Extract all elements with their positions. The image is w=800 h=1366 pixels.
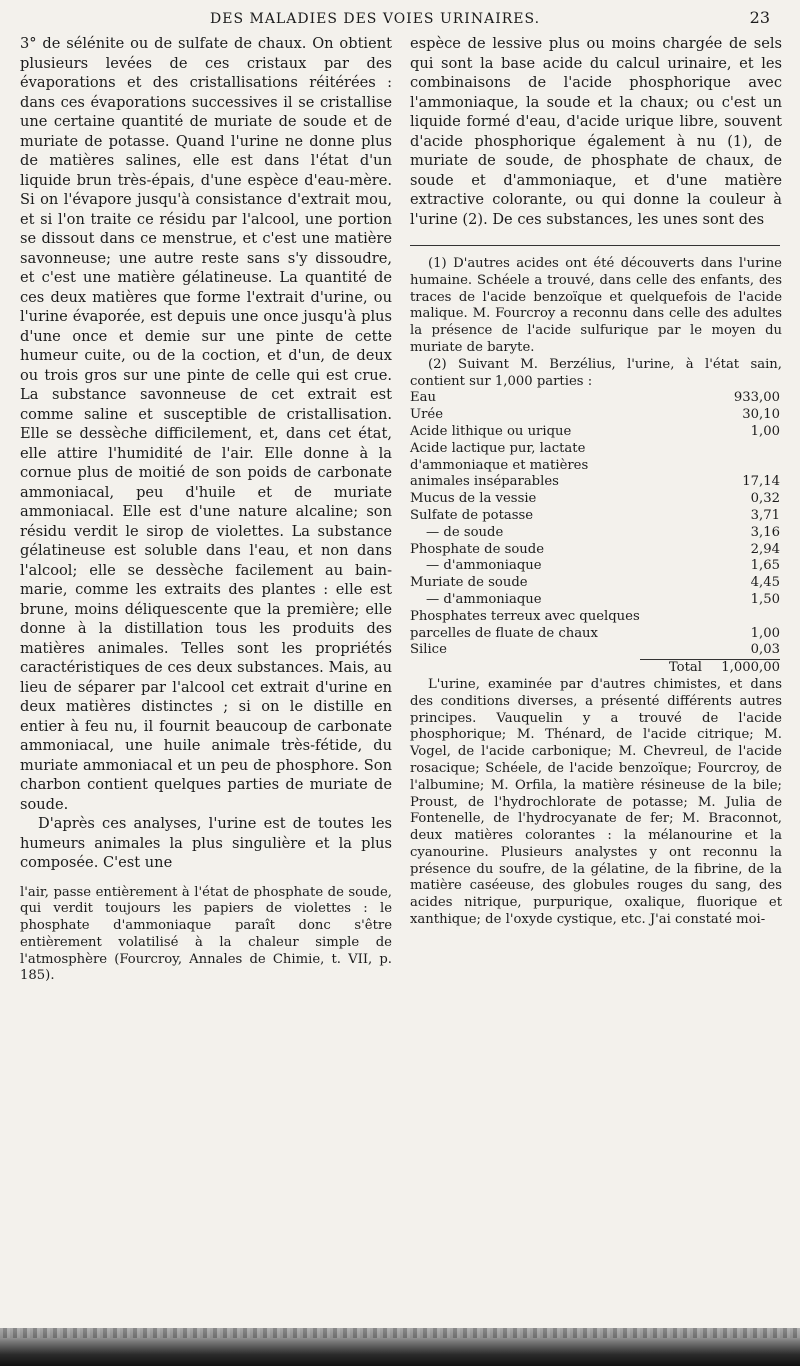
- footnote-1: (1) D'autres acides ont été découverts dans l'urine humaine. Schéele a trouvé, dans celle des enfants, des traces de l'acide benzoïque et quelquefois de l'acide malique. M. Fourcroy a reconnu dans celle des adultes la présence de l'acide sulfurique par le moyen du muriate de baryte.: [410, 256, 782, 355]
- table-row: [410, 558, 780, 575]
- scan-bottom-edge: [0, 1328, 800, 1366]
- row-value: 17,14: [742, 474, 780, 490]
- paragraph: D'après ces analyses, l'urine est de toutes les humeurs animales la plus singulière et la plus composée. C'est une: [20, 815, 392, 871]
- running-title: DES MALADIES DES VOIES URINAIRES.: [210, 11, 541, 27]
- row-value: 0,03: [750, 642, 780, 658]
- footnote-2-continuation: L'urine, examinée par d'autres chimistes, et dans des conditions diverses, a présenté différents autres principes. Vauquelin y a trouvé de l'acide phosphorique; M. Thénard, de l'acide citrique; M. Vogel, de l'acide carbonique; M. Chevreul, de l'acide rosacique; Schéele, de l'acide benzoïque; Fourcroy, de l'albumine; M. Orfila, la matière résineuse de la bile; Proust, de l'hydrochlorate de potasse; M. Julia de Fontenelle, de l'hydrocyanate de fer; M. Braconnot, deux matières colorantes : la mélanourine et la cyanourine. Plusieurs analystes y ont reconnu la présence du soufre, de la gélatine, de la fibrine, de la matière caséeuse, des globules rouges du sang, des acides nitrique, purpurique, oxalique, fluorique et xanthique; de l'oxyde cystique, etc. J'ai constaté moi-: [410, 676, 782, 928]
- row-label: Sulfate de potasse: [410, 507, 534, 523]
- table-row: [410, 390, 780, 407]
- right-column: [410, 34, 782, 929]
- total-line: [640, 660, 780, 677]
- total-row: [410, 659, 780, 677]
- row-value: 1,00: [750, 625, 780, 641]
- table-row: [410, 508, 780, 525]
- row-value: 3,71: [750, 507, 780, 523]
- footnotes: [410, 256, 782, 390]
- row-label: Silice: [410, 642, 447, 658]
- row-value: 30,10: [742, 407, 780, 423]
- table-row: [410, 575, 780, 592]
- table-row: [410, 424, 780, 441]
- table-row: [410, 609, 780, 643]
- row-label: — de soude: [426, 524, 504, 540]
- paragraph: 3° de sélénite ou de sulfate de chaux. On obtient plusieurs levées de ces cristaux par des évaporations et des cristallisations réitérées : dans ces évaporations successives il se cristallise une certaine quantité de muriate de soude et de muriate de potasse. Quand l'urine ne donne plus de matières salines, elle est dans l'état d'un liquide brun très-épais, d'une espèce d'eau-mère. Si on l'évapore jusqu'à consistance d'extrait mou, et si l'on traite ce résidu par l'alcool, une portion se dissout dans ce menstrue, et c'est une matière savonneuse; une autre reste sans s'y dissoudre, et c'est une matière gélatineuse. La quantité de ces deux matières que forme l'extrait d'urine, ou l'urine évaporée, est depuis une once jusqu'à plus d'une once et demie sur une pinte de cette humeur cuite, ou de la coction, et d'un, de deux ou trois gros sur une pinte de celle qui est crue. La substance savonneuse de cet extrait est comme saline et susceptible de cristallisation. Elle se dessèche difficilement, et, dans cet état, elle attire l'humidité de l'air. Elle donne à la cornue plus de moitié de son poids de carbonate ammoniacal, peu d'huile et de muriate ammoniacal. Elle est d'une nature alcaline; son résidu verdit le sirop de violettes. La substance gélatineuse est soluble dans l'eau, et non dans l'alcool; elle se dessèche facilement au bain-marie, comme les extraits des plantes : elle est brune, moins déliquescente que la première; elle donne à la distillation tous les produits des matières animales. Telles sont les propriétés caractéristiques de ces deux substances. Mais, au lieu de séparer par l'alcool cet extrait d'urine en deux matières distinctes ; si on le distille en entier à feu nu, il fournit beaucoup de carbonate ammoniacal, une huile animale très-fétide, du muriate ammoniacal et un peu de phosphore. Son charbon contient quelques parties de muriate de soude.: [20, 35, 392, 813]
- table-row: [410, 407, 780, 424]
- row-label: Muriate de soude: [410, 575, 528, 591]
- total-rule: [640, 659, 780, 677]
- row-label: — d'ammoniaque: [426, 558, 542, 574]
- row-value: 2,94: [750, 541, 780, 557]
- left-body-text: [20, 34, 392, 873]
- left-column: [20, 34, 392, 985]
- footnote-continuation: [20, 885, 392, 986]
- row-label: Eau: [410, 390, 436, 406]
- paragraph: espèce de lessive plus ou moins chargée de sels qui sont la base acide du calcul urinaire, et les combinaisons de l'acide phosphorique avec l'ammoniaque, la soude et la chaux; ou c'est un liquide formé d'eau, d'acide urique libre, souvent d'acide phosphorique également à nu (1), de muriate de soude, de phosphate de chaux, de soude et d'ammoniaque, et d'une matière extractive colorante, ou qui donne la couleur à l'urine (2). De ces substances, les unes sont des: [410, 35, 782, 228]
- row-value: 1,50: [750, 591, 780, 607]
- table-row: [410, 441, 780, 491]
- table-row: [410, 642, 780, 659]
- row-value: 0,32: [750, 491, 780, 507]
- total-label: Total: [668, 660, 702, 676]
- row-label: Acide lithique ou urique: [410, 423, 572, 439]
- page-number: 23: [749, 8, 770, 27]
- row-label: Phosphate de soude: [410, 541, 545, 557]
- footnote-2-intro: (2) Suivant M. Berzélius, l'urine, à l'état sain, contient sur 1,000 parties :: [410, 356, 782, 389]
- table-row: [410, 491, 780, 508]
- row-label: — d'ammoniaque: [426, 591, 542, 607]
- row-label: Phosphates terreux avec quelques parcelles de fluate de chaux: [410, 608, 640, 641]
- footnote-text: l'air, passe entièrement à l'état de phosphate de soude, qui verdit toujours les papiers de violettes : le phosphate d'ammoniaque paraît donc s'être entièrement volatilisé à la chaleur simple de l'atmosphère (Fourcroy, Annales de Chimie, t. VII, p. 185).: [20, 884, 392, 984]
- row-label: Mucus de la vessie: [410, 491, 537, 507]
- urine-composition-table: [410, 390, 780, 677]
- table-row: [410, 525, 780, 542]
- row-label: Urée: [410, 407, 444, 423]
- table-row: [410, 592, 780, 609]
- row-value: 1,65: [750, 558, 780, 574]
- total-value: 1,000,00: [721, 660, 780, 676]
- row-value: 3,16: [750, 524, 780, 540]
- row-label: Acide lactique pur, lactate d'ammoniaque et matières animales inséparables: [410, 440, 589, 490]
- right-body-text: [410, 34, 782, 229]
- footnote-2-continuation-block: [410, 677, 782, 929]
- footnote-rule: [410, 245, 780, 246]
- row-value: 4,45: [750, 575, 780, 591]
- row-value: 1,00: [750, 423, 780, 439]
- running-header: [210, 8, 770, 34]
- row-value: 933,00: [733, 390, 780, 406]
- table-row: [410, 542, 780, 559]
